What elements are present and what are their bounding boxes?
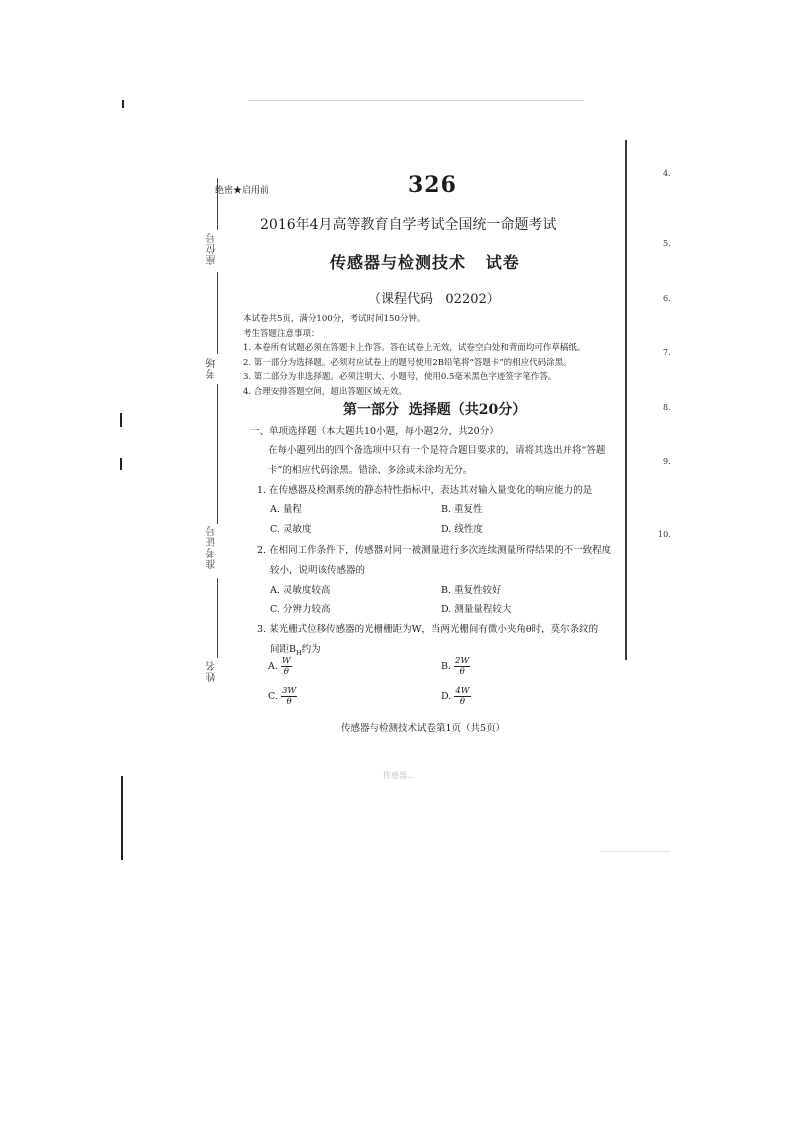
fraction — [454, 656, 470, 677]
top-scan-rule — [248, 100, 584, 101]
fraction-numerator: 4W — [455, 686, 470, 696]
exam-notes — [243, 312, 623, 400]
scan-ghost-line — [600, 851, 670, 852]
scan-mark — [122, 100, 124, 108]
faint-footer-text: 传感器... — [383, 771, 415, 780]
question-option: B. 重复性 — [441, 504, 483, 515]
note-line: 4. 合理安排答题空间，超出答题区域无效。 — [243, 386, 407, 397]
note-line: 3. 第二部分为非选择题。必须注明大、小题号，使用0.5毫米黑色字迹签字笔作答。 — [243, 372, 557, 383]
binding-line — [217, 272, 218, 354]
question-option — [441, 656, 470, 677]
fraction-numerator: 2W — [455, 656, 470, 666]
binding-line — [217, 578, 218, 658]
admission-label: 准考证号 — [207, 525, 218, 569]
section-heading: 一、单项选择题（本大题共10小题，每小题2分，共20分） — [250, 426, 499, 437]
option-label: C. — [268, 691, 278, 702]
scan-mark — [120, 413, 122, 427]
question-option: A. 量程 — [270, 504, 302, 515]
fraction-denominator: θ — [459, 697, 465, 707]
next-page-question-number: 8. — [663, 403, 671, 412]
question-option — [268, 686, 297, 707]
next-page-question-number: 5. — [663, 239, 671, 248]
question-stem: 1. 在传感器及检测系统的静态特性指标中，表达其对输入量变化的响应能力的是 — [257, 485, 593, 496]
next-page-question-number: 4. — [663, 169, 671, 178]
confidential-mark: 绝密★启用前 — [215, 186, 270, 196]
fraction-numerator: 3W — [281, 686, 297, 696]
fraction — [281, 656, 292, 677]
note-line: 1. 本卷所有试题必须在答题卡上作答。答在试卷上无效，试卷空白处和背面均可作草稿纸。 — [243, 343, 586, 354]
page-right-edge — [625, 140, 627, 660]
next-page-question-number: 9. — [663, 457, 671, 466]
scan-mark — [121, 776, 123, 860]
next-page-question-number: 6. — [663, 294, 671, 303]
subject-title: 传感器与检测技术 试卷 — [330, 253, 520, 272]
course-code: （课程代码 02202） — [368, 292, 500, 307]
note-line: 考生答题注意事项： — [243, 328, 320, 339]
scan-mark — [120, 458, 122, 470]
stem-text: 间距B — [270, 644, 296, 655]
option-label: A. — [268, 661, 278, 672]
binding-line — [217, 384, 218, 524]
fraction-denominator: θ — [286, 697, 292, 707]
fraction — [281, 686, 297, 707]
fraction — [454, 686, 470, 707]
part-title: 第一部分 选择题（共20分） — [343, 402, 527, 418]
paper-number: 326 — [408, 172, 457, 198]
note-line: 本试卷共5页，满分100分，考试时间150分钟。 — [243, 314, 426, 324]
question-stem-continued: 较小，说明该传感器的 — [270, 565, 366, 576]
option-label: B. — [441, 661, 452, 672]
question-option: D. 测量量程较大 — [441, 604, 512, 615]
question-option: C. 灵敏度 — [270, 524, 312, 535]
fraction-denominator: θ — [283, 667, 289, 677]
question-option: A. 灵敏度较高 — [270, 585, 331, 596]
fraction-denominator: θ — [459, 667, 465, 677]
page-footer: 传感器与检测技术试卷第1页（共5页） — [341, 723, 506, 734]
fraction-numerator: W — [281, 656, 291, 666]
option-label: D. — [441, 691, 452, 702]
question-option: D. 线性度 — [441, 524, 483, 535]
question-option — [441, 686, 471, 707]
stem-subscript: H — [295, 648, 302, 657]
question-option — [268, 656, 292, 677]
stem-text-tail: 约为 — [301, 644, 321, 655]
question-option: B. 重复性较好 — [441, 585, 502, 596]
note-line: 2. 第一部分为选择题。必须对应试卷上的题号使用2B铅笔将“答题卡”的相应代码涂黑。 — [243, 357, 572, 368]
section-description: 在每小题列出的四个备选项中只有一个是符合题目要求的，请将其选出并将“答题卡”的相应代码涂黑。错涂、多涂或未涂均无分。 — [268, 445, 606, 476]
seat-label: 座位号 — [207, 232, 218, 265]
venue-label: 考场 — [207, 357, 218, 379]
question-stem-continued — [270, 641, 321, 657]
next-page-question-number: 10. — [658, 530, 671, 539]
question-option: C. 分辨力较高 — [270, 604, 331, 615]
name-label: 姓名 — [207, 660, 218, 682]
next-page-question-number: 7. — [663, 348, 671, 357]
question-stem: 3. 某光栅式位移传感器的光栅栅距为W，当两光栅间有微小夹角θ时，莫尔条纹的 — [257, 624, 599, 635]
question-stem: 2. 在相同工作条件下，传感器对同一被测量进行多次连续测量所得结果的不一致程度 — [257, 545, 612, 556]
exam-title: 2016年4月高等教育自学考试全国统一命题考试 — [260, 217, 557, 233]
